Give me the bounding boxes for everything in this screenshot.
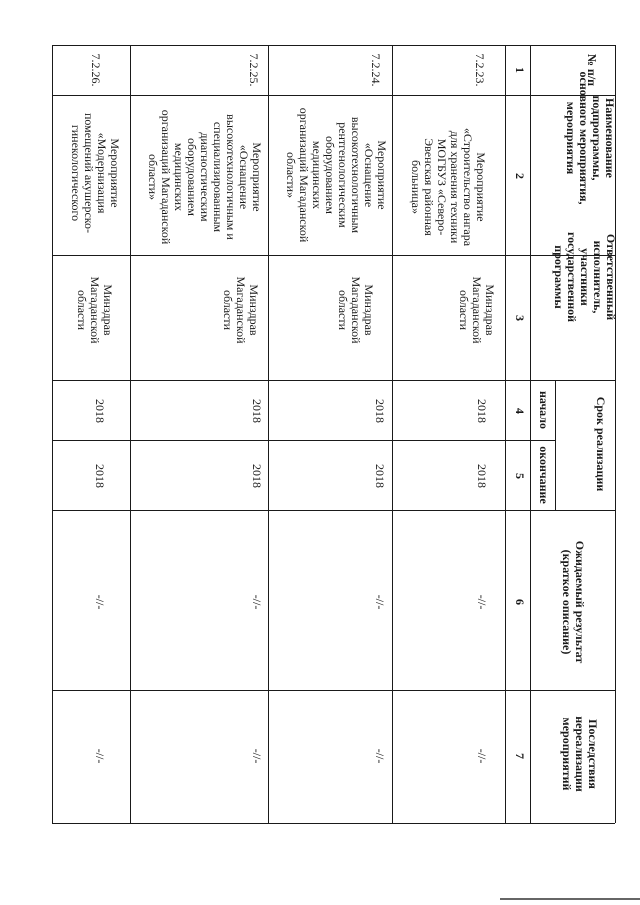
- row-name: Мероприятие «Строительство ангара для хранения техники МОГБУЗ «Северо- Эвенская районная больница»: [409, 127, 488, 247]
- row-start: 2018: [475, 399, 489, 423]
- colnum: 3: [513, 315, 527, 321]
- grid-line: [268, 45, 269, 823]
- row-end: 2018: [93, 464, 107, 488]
- grid-line: [130, 45, 131, 823]
- grid-line: [52, 690, 615, 691]
- row-result: -//-: [93, 594, 107, 610]
- row-executor: Минздрав Магаданской области: [457, 276, 497, 344]
- row-start: 2018: [93, 399, 107, 423]
- header-num: № п/п: [585, 53, 599, 87]
- colnum: 6: [513, 599, 527, 605]
- header-srok: Срок реализации: [594, 396, 608, 492]
- grid-line: [52, 440, 555, 441]
- row-consequences: -//-: [250, 748, 264, 764]
- row-result: -//-: [475, 594, 489, 610]
- row-start: 2018: [373, 399, 387, 423]
- grid-line: [52, 45, 53, 823]
- row-end: 2018: [373, 464, 387, 488]
- row-consequences: -//-: [93, 748, 107, 764]
- grid-line: [555, 380, 556, 510]
- scan-artifact-line: [500, 898, 640, 900]
- row-number: 7.2.26.: [89, 53, 103, 87]
- row-executor: Минздрав Магаданской области: [221, 276, 261, 344]
- grid-line: [392, 45, 393, 823]
- row-result: -//-: [373, 594, 387, 610]
- row-number: 7.2.24.: [369, 53, 383, 87]
- row-name: Мероприятие «Оснащение высокотехнологичным и специализированным диагностическим оборудованием медицинских организаций Магаданской области»: [146, 109, 264, 245]
- grid-line: [52, 45, 615, 46]
- colnum: 2: [513, 173, 527, 179]
- row-end: 2018: [250, 464, 264, 488]
- header-start: начало: [537, 390, 551, 430]
- row-name: Мероприятие «Оснащение высокотехнологичным рентгенологическим оборудованием медицинских организаций Магаданской области»: [284, 107, 389, 243]
- header-name: Наименование подпрограммы, основного мероприятия, мероприятия: [564, 71, 617, 205]
- row-consequences: -//-: [373, 748, 387, 764]
- row-executor: Минздрав Магаданской области: [336, 276, 376, 344]
- grid-line: [52, 823, 615, 824]
- row-number: 7.2.23.: [473, 53, 487, 87]
- colnum: 7: [513, 753, 527, 759]
- row-executor: Минздрав Магаданской области: [75, 276, 115, 344]
- header-executor: Ответственный исполнитель, участники государственной программы: [552, 231, 618, 323]
- row-end: 2018: [475, 464, 489, 488]
- grid-line: [52, 255, 615, 256]
- grid-line: [52, 380, 615, 381]
- row-name: Мероприятие «Модернизация помещений акушерско- гинекологического: [69, 112, 122, 234]
- header-consequences: Последствия нереализации мероприятий: [560, 716, 600, 792]
- colnum: 4: [513, 408, 527, 414]
- grid-line: [530, 45, 531, 823]
- grid-line: [52, 510, 615, 511]
- grid-line: [505, 45, 506, 823]
- header-end: окончание: [537, 446, 551, 504]
- colnum: 5: [513, 473, 527, 479]
- row-start: 2018: [250, 399, 264, 423]
- row-result: -//-: [250, 594, 264, 610]
- row-number: 7.2.25.: [247, 53, 261, 87]
- header-result: Ожидаемый результат (краткое описание): [560, 540, 587, 664]
- row-consequences: -//-: [475, 748, 489, 764]
- colnum: 1: [513, 67, 527, 73]
